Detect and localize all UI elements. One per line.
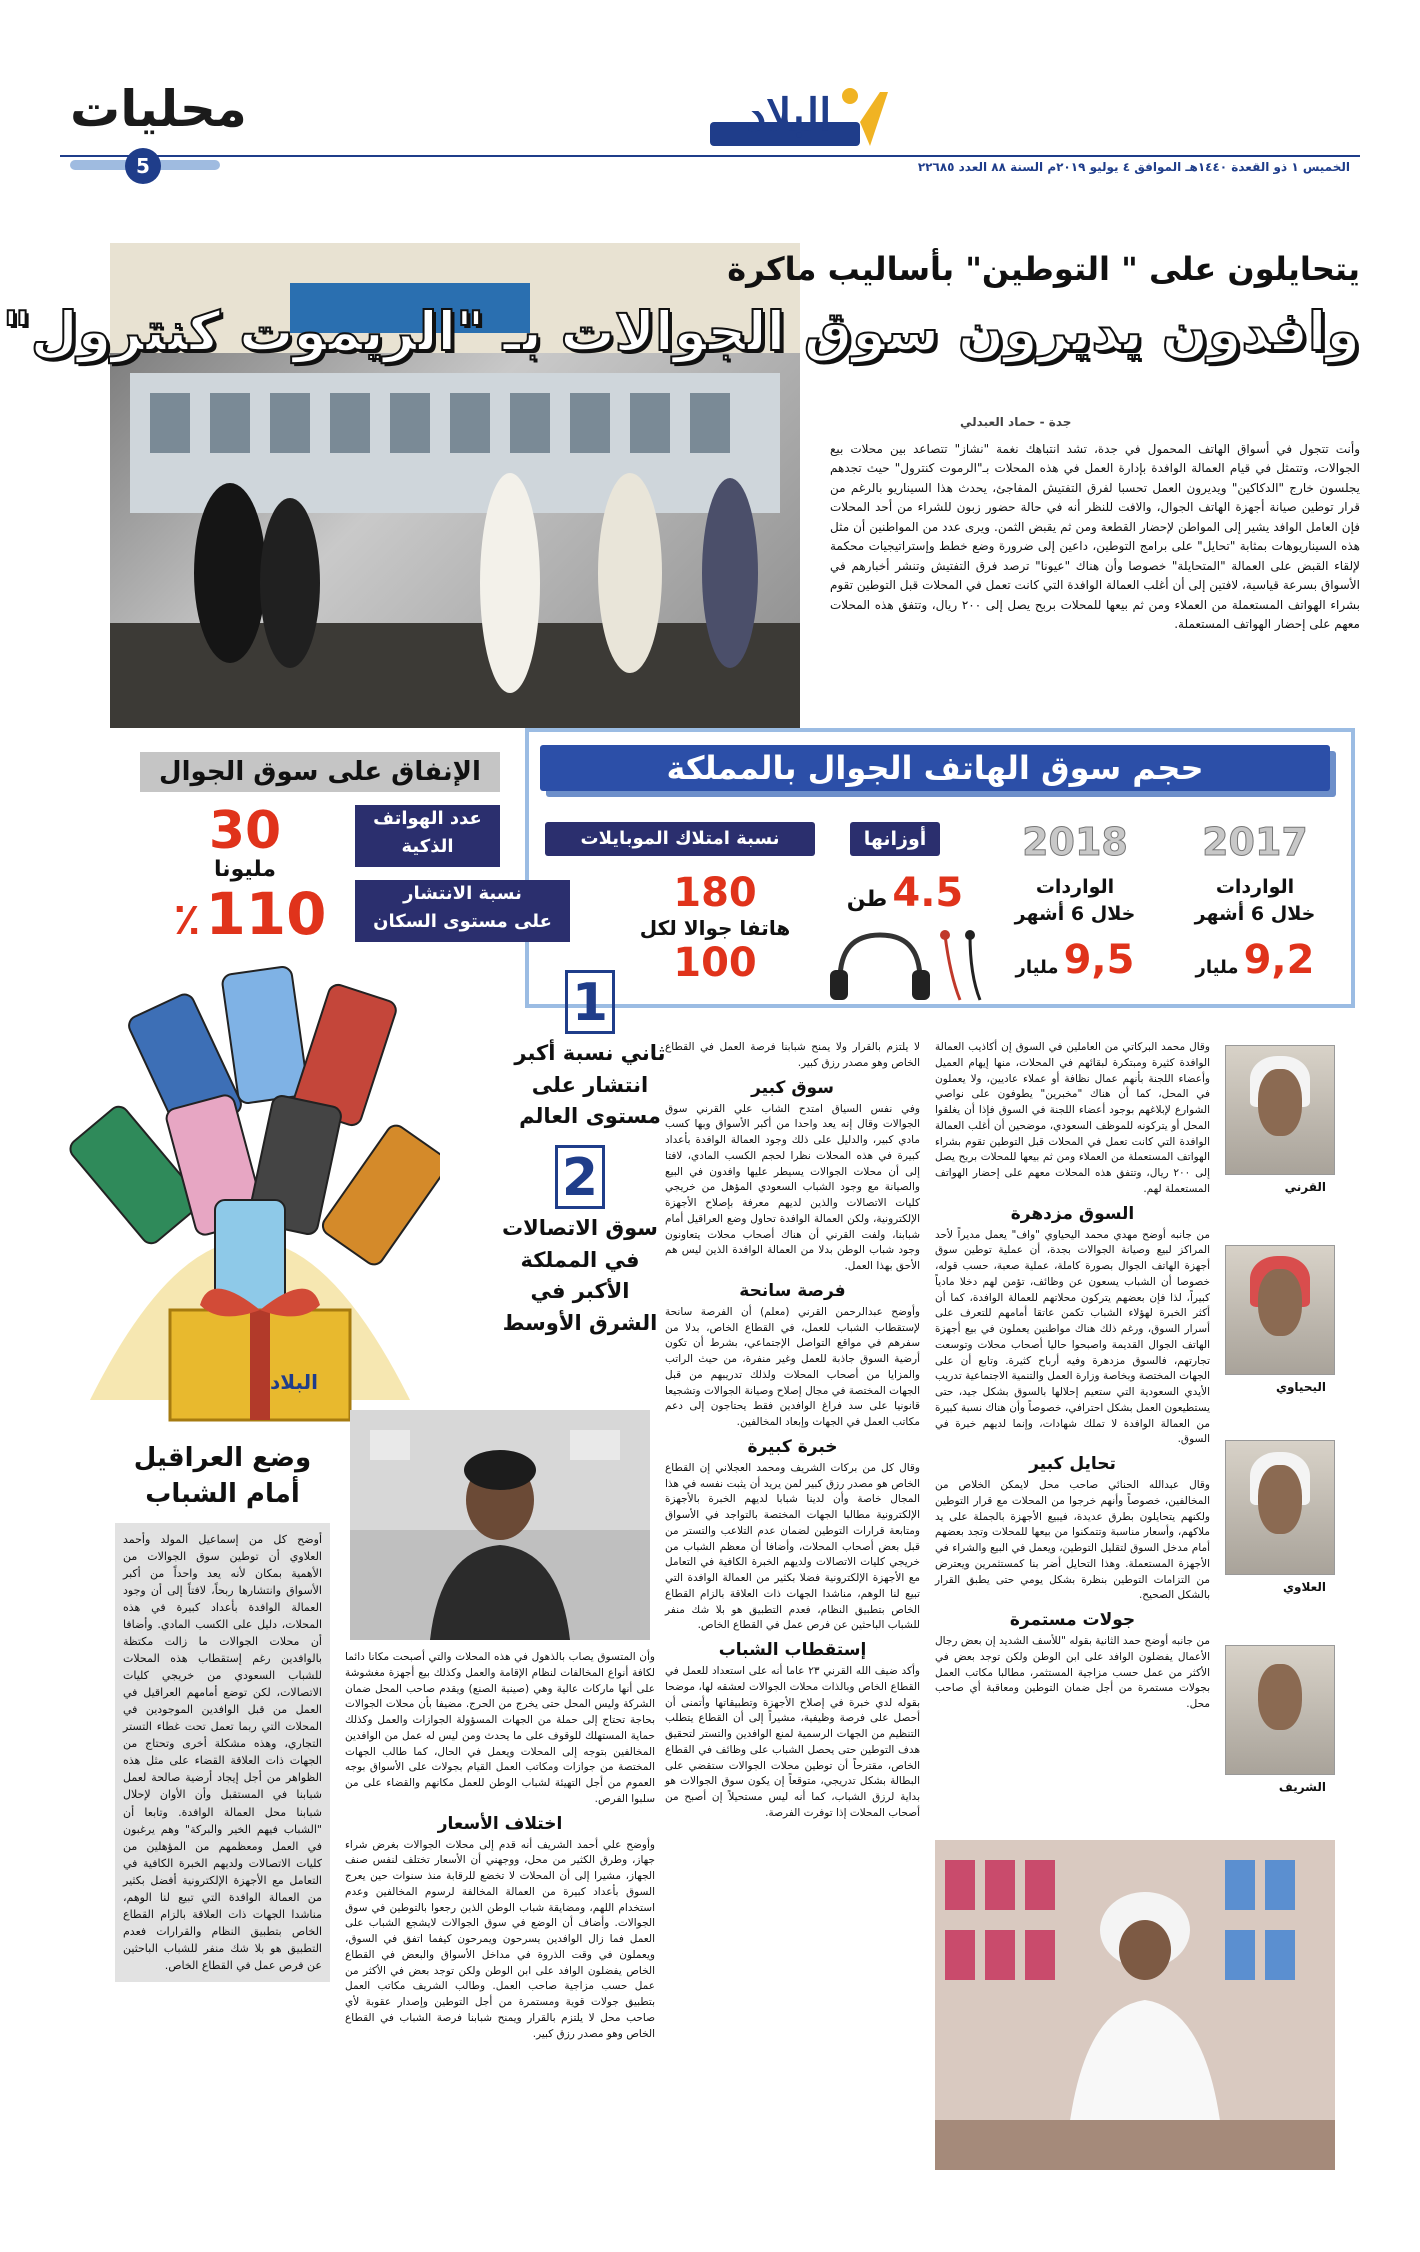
- logo-text: البلاد: [746, 90, 832, 141]
- ownership-tag: نسبة امتلاك الموبايلات: [545, 822, 815, 856]
- col1-para-0: وقال محمد البركاتي من العاملين في السوق إن أكاذيب العمالة الوافدة كثيرة ومبتكرة لبقائهم في المحلات، منها إيهام العميل وأعضاء اللجنة بأنهم عمال نظافة أو عملاء عاديين، ولا يعملون في المحل، كما أن هناك "مخبرين" يطوفون على نواصي الشوارع لإبلاغهم بوجود أعضاء اللجنة في السوق فإذا أن يغلقوا المحل أو يتركونه للموظف السعودي، موضحين أن أغلب العمالة الوافدة التي كانت تعمل في المحلات قبل التوطين تقوم بشراء الهواتف المستعملة من العملاء ومن ثم بيعها للمحلات بربح يصل إلى ٢٠٠ ريال، وتتفق هذه المحلات معهم على إحضار الهواتف المستعملة لهم.: [935, 1041, 1210, 1195]
- smart-phones-unit: مليونا: [214, 857, 276, 882]
- col2-para-2: وأوضح عبدالرحمن القرني (معلم) أن الفرصة سانحة لإستقطاب الشباب للعمل، في القطاع الخاص، بدلا من سفرهم في مواقع التواصل الإجتماعي، بشرط أن تكون أرضية السوق جاذبة للعمل وغير منفرة، من حيث الراتب والمزايا من أصحاب المحلات ولذلك تدريبهم من قبل الجهات المختصة في مجال إصلاح وصيانة الجوالات وتشجيعا قانونيا على سد فراغ الوافدين فقط يحتاجون إلى دعم مكاتب العمل في الجهات وإبعاد المخالفين.: [665, 1305, 920, 1428]
- weight-value-row: [830, 870, 980, 916]
- masthead: [60, 60, 1360, 190]
- weight-unit: طن: [846, 887, 888, 912]
- year-2017-label: 2017: [1202, 820, 1308, 864]
- col3-para-0: وأن المتسوق يصاب بالذهول في هذه المحلات والتي أصبحت مكانا دائما لكافة أنواع المخالفات لنظام الإقامة والعمل وكذلك بيع أجهزة مغشوشة على أنها ماركات عالية وهي (صينية الصنع) ويقدم صاحب المحل ضمان الشركة وليس المحل حتى يخرج من الحرج. مضيفا بأن محلات الجوالات بحاجة تحتاج إلى حملة من الجهات المسؤولة الجوازات والعمل وكذلك حماية المستهلك للوقوف على ما يحدث ومن ليس له عمل من الوافدين المخالفين بتوجه إلى المحلات ويعمل في الحال، كما طالب الجهات المختصة من جوازات ومكاتب العمل القيام بجولات على الأسواق بوجه العموم من أجل التهيئة لشباب الوطن للعمل مكانهم والقضاء على من سلبوا الفرص.: [345, 1651, 655, 1805]
- col2-para-0: لا يلتزم بالقرار ولا يمنح شبابنا فرصة العمل في القطاع الخاص وهو مصدر رزق كبير.: [665, 1041, 920, 1069]
- phones-fan-illustration: [60, 930, 440, 1430]
- caption-yahyawi: اليحياوي: [1275, 1380, 1326, 1394]
- section-title: محليات: [70, 80, 247, 138]
- caption-sharif: الشريف: [1278, 1780, 1326, 1794]
- headphones-icon: [820, 925, 990, 1005]
- spread-value: 110: [205, 880, 327, 948]
- column-2: [665, 1040, 920, 1826]
- col3-para-1: وأوضح علي أحمد الشريف أنه قدم إلى محلات الجوالات بغرض شراء جهاز، وطرق الكثير من محل، ووجهني أن الأسعار تختلف لنفس صنف الجهاز، مشيرا إلى أن المحلات لا تخضع للرقابة منذ سنوات حين يعرج السوق بأعداد كبيرة من العمالة المخالفة لرسوم المخالفين وعدم استخدام اللهم، ومضايقة شباب الوطن الذين رجعوا بالتوطين في سوق الجوالات. وأضاف أن الوضع في سوق الجوالات لايشجع الشباب على العمل فما زال الوافدين يسرحون ويمرحون كيفما اتفق في السوق، ويعملون في وقت الذروة في مداخل الأسواق والبعض في القطاع الخاص يفضلون الوافد على ابن الوطن ولكن توجد بعض في الأكثر من عمل حسب مزاجية صاحب العمل. وطالب الشريف مكاتب العمل بتطبيق جولات قوية ومستمرة من أجل التوطين وإصدار عقوبة لأي صاحب محل لا يلتزم بالقرار ويمنح شبابنا فرصة الشباب في القطاع الخاص وهو مصدر رزق كبير.: [345, 1838, 655, 2040]
- weight-value: 4.5: [892, 870, 964, 916]
- year-2018-label: 2018: [1022, 820, 1128, 864]
- infographic-title: حجم سوق الهاتف الجوال بالمملكة: [540, 745, 1330, 791]
- column-3: [345, 1650, 655, 2046]
- rank1-text: ثاني نسبة أكبر انتشار على مستوى العالم: [514, 1041, 666, 1128]
- imports-label-2017: الواردات خلال 6 أشهر: [1194, 876, 1316, 925]
- weight-tag: أوزانها: [850, 822, 940, 856]
- caption-qarni: القرني: [1284, 1180, 1326, 1194]
- lead-text: وأنت تتجول في أسواق الهاتف المحمول في جدة، تشد انتباهك نغمة "نشاز" تتصاعد بين محلات بيع الجوالات، وتتمثل في قيام العمالة الوافدة بإدارة العمل في هذه المحلات بـ"الرموت كنترول" حيث تجدهم يجلسون خارج "الدكاكين" ويديرون العمل تحسبا لفرق التفتيش المفاجئ، يحدث هذا السيناريو بالرغم من قرار توطين صيانة أجهزة الهاتف الجوال، والافت للنظر أنه في حالة حضور زبون للشراء من أحد المحلات فإن العامل الوافد يشير إلى المواطن لإحضار القطعة ومن ثم يقبض الثمن. ويرى عدد من المواطنين أن مثل هذه السيناريوهات بمثابة "تحايل" على برامج التوطين، داعين إلى ضرورة وضع خطط وإستراتيجيات محكمة لإلقاء القبض على العمالة "المتحايلة" خصوصا وأن هناك "عيونا" ترصد فرق التفتيش وتنشر أخبارهم في الأسواق بسرعة قياسية، لافتين إلى أن أغلب العمالة الوافدة التي كانت تعمل في المحلات قبل التوطين تقوم بشراء الهواتف المستعملة من العملاء ومن ثم بيعها للمحلات بربح يصل إلى ٢٠٠ ريال، وتتفق هذه المحلات معهم على إحضار الهواتف المستعملة.: [830, 442, 1360, 631]
- rank2-box: [470, 1145, 690, 1339]
- young-man-image: [350, 1410, 650, 1640]
- col2-para-3: وقال كل من بركات الشريف ومحمد العجلاني إن القطاع الخاص هو مصدر رزق كبير لمن يريد أن يثبت نفسه في هذا المجال خاصة وأن لدينا شبابا لديهم الخبرة بالأجهزة الإلكترونية مطالبا الجهات المختصة بالتواجد في الأسواق ومتابعة قرارات التوطين لضمان عدم التلاعب والتستر من قبل بعض أصحاب المحلات، وأضافا أن معظم الشباب من خريجي كليات الاتصالات ولديهم الخبرة الكافية في التعامل مع الأجهزة الإلكترونية فضلا بكثير من العمالة الوافدة التي تبيع لنا الوهم، مناشدا الجهات ذات العلاقة بالزام القطاع الخاص بتطبيق النظام، فعدم التطبيق هو بلا شك منفر للشباب الباحثين عن فرص عمل في القطاع الخاص.: [665, 1461, 920, 1632]
- portrait-qarni: [1225, 1045, 1335, 1194]
- col1-para-2: وقال عبدالله الحنائي صاحب محل لايمكن الخلاص من المخالفين، خصوصاً وأنهم خرجوا من المحلات مع قرار التوطين ولكنهم يتحايلون بطرق عديدة، فيبيع الأجهزة بالجملة على يد ملاكهم، وأسعار مناسبة وتتمكنوا من بيعها للمحلات وتجد بعضهم أمام مدخل السوق لتقليل التوطين، ويعمل في البيع والشراء في الأجهزة المستعملة. وهذا التحايل أضر بنا كمستثمرين ويعترض من التزامات التوطين بنظرة بشكل يومي حتى يطبق القرار بالشكل الصحيح.: [935, 1479, 1210, 1602]
- column-4: [115, 1440, 330, 1982]
- newspaper-logo: [700, 82, 890, 152]
- year-2017-box: [1170, 820, 1340, 1000]
- shop-counter-image: [935, 1840, 1335, 2170]
- article-kicker: يتحايلون على " التوطين" بأساليب ماكرة: [727, 250, 1360, 288]
- date-line: الخميس ١ ذو القعدة ١٤٤٠هـ الموافق ٤ يوليو ٢٠١٩م السنة ٨٨ العدد ٢٢٦٨٥: [917, 160, 1350, 174]
- col2-para-4: وأكد ضيف الله القرني ٢٣ عاما أنه على استعداد للعمل في القطاع الخاص وبالذات محلات الجوالات لعشقه لها، موضحا بقوله لدي خبرة في إصلاح الأجهزة وتطبيقاتها وأتمنى أن أحصل على فرصة وظيفية، مشيراً إلى أن القطاع يتطلب التنظيم من الجهات الرسمية لمنع الوافدين والتستر لتحقيق هدف التوطين حتى يحصل الشباب على وظائف في القطاع الخاص، مقترحاً أن توطين محلات الجوالات ستقضي على البطالة بشكل تدريجي، متوقعاً إن يكون سوق الجوالات هو بداية لرزق الشباب، كما أنه ليس مستحيلاً إن أصبح من أصحاب المحلات إذا توفرت الفرصة.: [665, 1665, 920, 1819]
- rank1-box: [490, 970, 690, 1133]
- ownership-block: [620, 870, 810, 986]
- gift-logo-text: البلاد: [270, 1370, 318, 1394]
- imports-value-2017: 9,2: [1243, 937, 1315, 984]
- col2-heading-3: خبرة كبيرة: [747, 1436, 838, 1457]
- col3-heading-1: اختلاف الأسعار: [437, 1813, 563, 1834]
- rank2-number: 2: [555, 1145, 605, 1209]
- col1-para-1: من جانبه أوضح مهدي محمد اليحياوي "واف" يعمل مديراً لأحد المراكز لبيع وصيانة الجوالات بجدة، أن عملية توطين سوق أجهزة الهاتف الجوال بصورة كاملة، عملية صعبة، حسب قوله، خصوصا أن الشباب يسعون عن وظائف، تؤمن لهم دخلا مادياً كبيراً، لذا فإن بعضهم يتركون محلاتهم للعمالة الوافدة، كما أن أكثر الخبرة لهؤلاء الشباب تكمن عاتقا أمامهم للتعرف على أسرار السوق، ورغم ذلك هناك مواطنين يعملون في بيع أجهزة الهاتف الجوال القديمة واصبحوا حاليا أصحاب محلات وتوسعت تجارتهم، فالسوق مزدهرة وفيه أرباح كثيرة. وتابع أن على الجهات المختصة وبخاصة وزارة العمل والتنمية الاجتماعية تدريب الأيدي السعودية التي ستعيم إحلالها بالسوق بشكل جيد، حتى يستطيعون العمل بشكل احترافي، خصوصاً وأن هناك نسبة كبيرة من العمالة الوافدة لا تملك شهادات، وإنما لديهم خبرة في السوق.: [935, 1228, 1210, 1446]
- rank1-number: 1: [565, 970, 615, 1034]
- spread-tag: نسبة الانتشار على مستوى السكان: [355, 880, 570, 942]
- rank2-text: سوق الاتصالات في المملكة الأكبر في الشرق الأوسط: [502, 1216, 658, 1335]
- ownership-desc: هاتفا جوالا لكل: [639, 916, 791, 940]
- imports-value-2018: 9,5: [1063, 937, 1135, 984]
- young-man-photo: [350, 1410, 650, 1640]
- col2-heading-2: فرصة سانحة: [739, 1280, 846, 1301]
- col2-para-1: وفي نفس السياق امتدح الشاب علي القرني سوق الجوالات وقال إنه يعد واحدا من أكبر الأسواق وبها كسب مادي كبير، والدليل على ذلك وجود العمالة الوافدة بأعداد كبيرة في هذه المحلات نظرا لحجم الكسب المادي، لافتا إلى أن محلات الجوالات يسيطر عليها وافدون في البيع والصيانة مع وجود الشباب السعودي المؤهل من خريجي كليات الاتصالات والذين لديهم معرفة بإصلاح الأجهزة الإلكترونية، ولكن العمالة الوافدة تحاول وضع العراقيل أمام شبابنا، ولفت القرني أن هناك أصحاب محلات يتعاونون وجود شباب الوطن بدلا من العمالة الوافدة الذين ليس هم الأحق بهذا العمل.: [665, 1102, 920, 1272]
- col2-heading-4: إستقطاب الشباب: [718, 1640, 867, 1660]
- portrait-yahyawi: [1225, 1245, 1335, 1394]
- masthead-rule: [60, 155, 1360, 157]
- portrait-sharif: [1225, 1645, 1335, 1794]
- col4-heading: وضع العراقيل أمام الشباب: [133, 1443, 312, 1510]
- col1-heading-1: السوق مزدهرة: [1010, 1203, 1135, 1224]
- article-headline: وافدون يديرون سوق الجوالات بـ "الريموت كنترول": [2, 300, 1360, 363]
- col4-para: أوضح كل من إسماعيل المولد وأحمد العلاوي أن توطين سوق الجوالات من الأهمية بمكان لأنه يعد واحداً من أكبر الأسواق وانتشارها ربحاً، لافتاً إلى أن وجود العمالة الوافدة بأعداد كبيرة في هذه المحلات، دليل على الكسب المادي. وأضافا أن محلات الجوالات ما زالت مكتظة بالوافدين رغم إستقطاب هذه المحلات للشباب السعودي من خريجي كليات الاتصالات، لكن توضع أمامهم العراقيل في العمل من قبل الوافدين الموجودين في المحلات التي ربما تعمل تحت غطاء التستر التجاري، وهذه مشكلة أخرى وتحتاج من الجهات ذات العلاقة القضاء على مثل هذه الظواهر من أجل إيجاد أرضية صالحة لعمل شبابنا في المستقبل وأن الأوان لإحلال شبابنا محل العمالة الوافدة. وتابعا أن "الشباب فيهم الخير والبركة" وهم يرغبون في العمل ومعظمهم من المؤهلين من كليات الاتصالات ولديهم الخبرة الكافية في التعامل مع الأجهزة الإلكترونية أفضل بكثير من العمالة الوافدة التي تبيع لنا الوهم، مناشدا الجهات ذات العلاقة بالزام القطاع الخاص بتطبيق النظام والقرارات فعدم التطبيق هو بلا شك منفر للشباب الباحثين عن فرص عمل في القطاع الخاص.: [123, 1532, 322, 1972]
- spread-unit: ٪: [173, 894, 201, 945]
- smart-phones-tag: عدد الهواتف الذكية: [355, 805, 500, 867]
- col1-heading-3: جولات مستمرة: [1009, 1610, 1136, 1630]
- imports-label-2018: الواردات خلال 6 أشهر: [1014, 876, 1136, 925]
- col2-heading-1: سوق كبير: [751, 1077, 834, 1098]
- caption-alawi: العلاوي: [1283, 1580, 1326, 1594]
- imports-unit-2017: مليار: [1195, 957, 1239, 979]
- page-number-badge: 5: [125, 148, 161, 184]
- col1-para-3: من جانبه أوضح حمد الثانية بقوله "للأسف الشديد إن بعض رجال الأعمال يفضلون الوافد على ابن الوطن ولكن توجد بعض في الأكثر من عمل حسب مزاجية المستثمر، مطالبا مكاتب العمل بجولات مستمرة من أجل ضمان التوطين ومعاقبة أي صاحب محل.: [935, 1635, 1210, 1710]
- year-2018-box: [990, 820, 1160, 1000]
- col4-box: [115, 1523, 330, 1982]
- portrait-alawi: [1225, 1440, 1335, 1594]
- smart-phones-value-row: [150, 801, 340, 882]
- column-1: [935, 1040, 1210, 1717]
- ownership-per: 100: [673, 940, 757, 986]
- byline: جدة - حماد العبدلي: [960, 415, 1072, 429]
- col1-heading-2: تحايل كبير: [1029, 1454, 1116, 1474]
- shop-counter-photo: [935, 1840, 1335, 2170]
- lead-paragraph: [830, 440, 1360, 634]
- spending-title: الإنفاق على سوق الجوال: [140, 752, 500, 792]
- smartphones-gift-icon: [60, 930, 440, 1430]
- smart-phones-value: 30: [208, 801, 282, 861]
- imports-unit-2018: مليار: [1015, 957, 1059, 979]
- ownership-value: 180: [673, 870, 757, 916]
